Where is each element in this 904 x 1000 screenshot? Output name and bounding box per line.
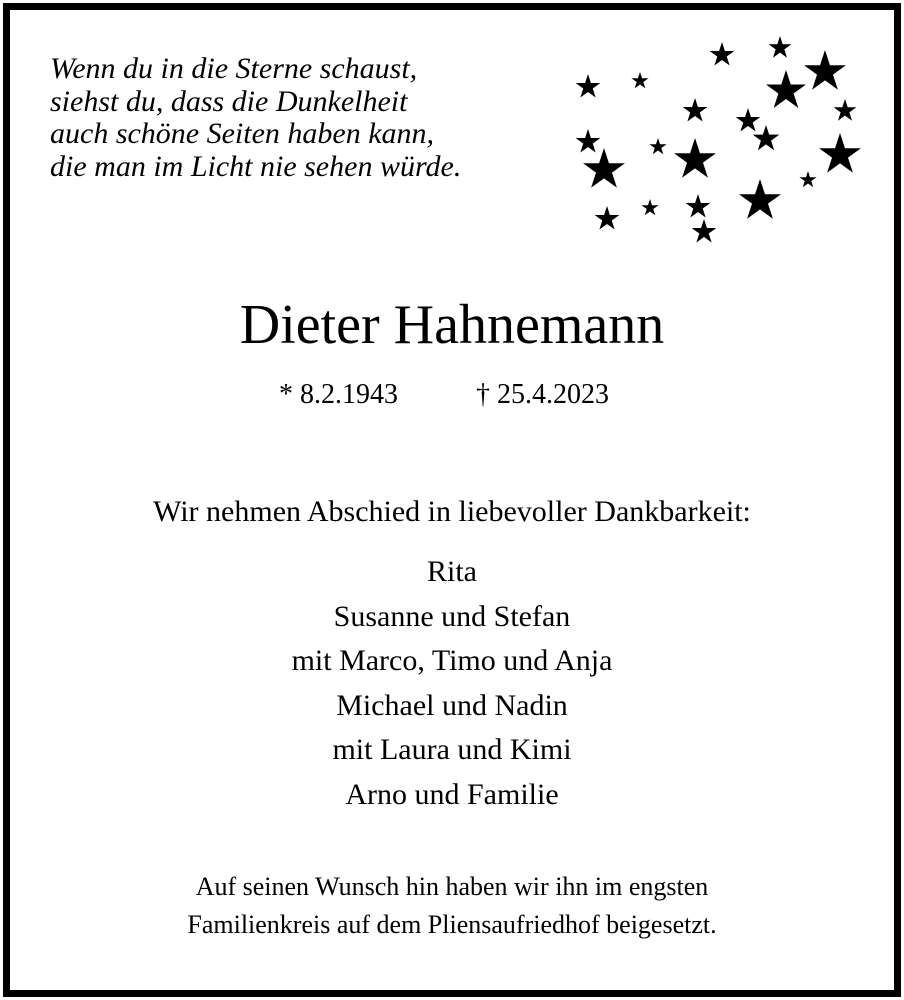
deceased-name: Dieter Hahnemann xyxy=(239,294,665,356)
star-icon xyxy=(739,179,781,219)
closing-line: Auf seinen Wunsch hin haben wir ihn im engsten xyxy=(195,872,709,901)
poem-line: auch schöne Seiten haben kann, xyxy=(50,117,435,150)
mourner-line: Susanne und Stefan xyxy=(333,599,571,633)
star-icon xyxy=(834,99,857,121)
star-icon xyxy=(799,171,816,187)
star-icon xyxy=(641,199,658,215)
closing-note xyxy=(0,868,904,944)
closing-line: Familienkreis auf dem Pliensaufriedhof beigesetzt. xyxy=(187,910,717,939)
farewell-intro: Wir nehmen Abschied in liebevoller Dankbarkeit: xyxy=(153,495,751,528)
star-icon xyxy=(766,70,806,108)
poem-line: die man im Licht nie sehen würde. xyxy=(50,149,462,183)
mourners-list xyxy=(0,550,904,818)
star-icon xyxy=(819,133,861,173)
star-icon xyxy=(631,72,648,88)
mourner-line: Michael und Nadin xyxy=(336,688,568,722)
star-icon xyxy=(736,108,761,132)
star-icon xyxy=(804,50,846,90)
poem-line: siehst du, dass die Dunkelheit xyxy=(50,84,408,118)
star-icon xyxy=(769,36,792,58)
star-icon xyxy=(683,98,708,122)
star-icon xyxy=(674,138,716,178)
birth-date: * 8.2.1943 xyxy=(279,379,398,410)
star-icon xyxy=(692,219,717,243)
star-icon xyxy=(753,125,780,150)
star-icon xyxy=(595,206,620,230)
star-icon xyxy=(583,148,625,188)
star-icon xyxy=(710,42,735,66)
mourner-line: mit Marco, Timo und Anja xyxy=(291,644,613,678)
mourner-line: Arno und Familie xyxy=(345,777,559,811)
star-icon xyxy=(576,74,601,98)
stars-cluster-icon xyxy=(560,30,880,255)
poem-line: Wenn du in die Sterne schaust, xyxy=(50,52,418,85)
poem xyxy=(50,53,461,183)
star-icon xyxy=(649,138,666,154)
mourner-line: Rita xyxy=(427,555,477,588)
star-icon xyxy=(686,194,711,218)
star-icon xyxy=(576,129,601,153)
mourner-line: mit Laura und Kimi xyxy=(332,733,572,767)
death-date: † 25.4.2023 xyxy=(476,379,609,410)
